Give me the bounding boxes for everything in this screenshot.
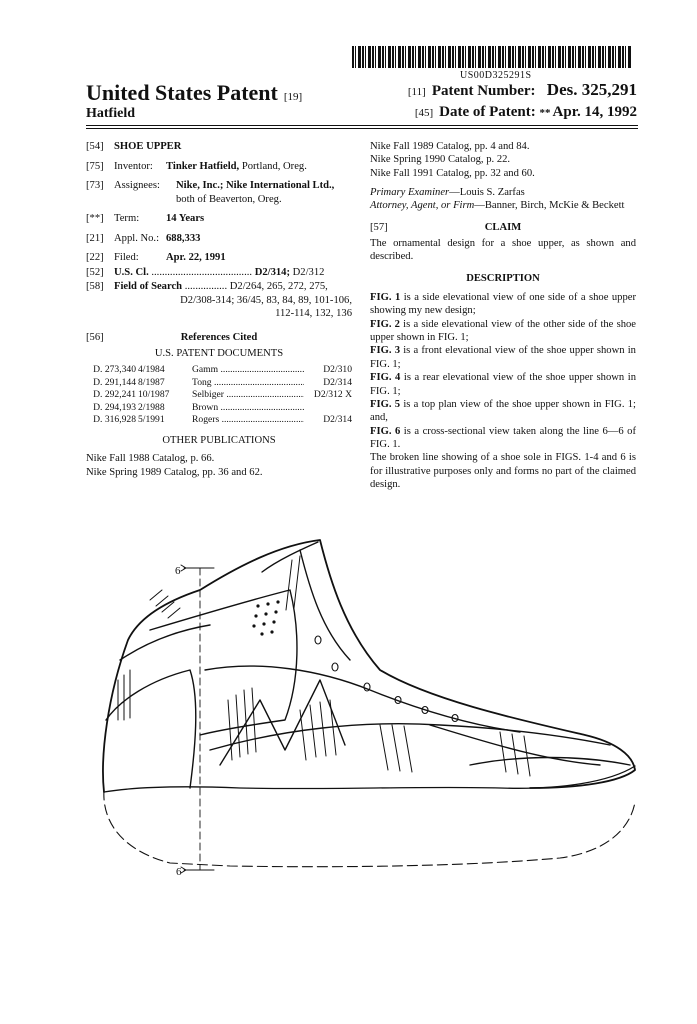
barcode — [352, 46, 632, 68]
reference-number: D. 294,193 — [93, 401, 136, 413]
collar-inner — [300, 550, 350, 660]
field-title: [54] SHOE UPPER — [86, 141, 182, 152]
figure-text: is a top plan view of the shoe upper shown in FIG. 1; and, — [370, 398, 636, 424]
reference-name: Selbiger ..... — [192, 389, 304, 401]
broken-line-note: The broken line showing of a shoe sole in FIGS. 1-4 and 6 is for illustrative purposes only and forms no part of the claimed design. — [370, 452, 636, 490]
reference-cls: D2/314 — [304, 414, 352, 426]
title-code: [19] — [283, 91, 303, 103]
figure-text: is a cross-sectional view taken along the line 6—6 of FIG. 1. — [370, 425, 636, 450]
toe-cap — [470, 758, 630, 766]
claim-heading: [57] CLAIM — [370, 221, 522, 233]
zig-zag-strap — [220, 680, 345, 765]
figure-label: FIG. 1 — [370, 292, 401, 304]
other-publications-heading: OTHER PUBLICATIONS — [162, 435, 276, 447]
patent-title: United States Patent [19] — [86, 80, 303, 105]
reference-date: 8/1987 — [138, 376, 165, 388]
reference-date: 5/1991 — [138, 413, 165, 425]
figure-label: FIG. 4 — [370, 372, 401, 384]
figure-description — [370, 371, 636, 398]
figure-description — [370, 318, 636, 345]
reference-name: Gamm ..... — [192, 364, 304, 376]
us-patent-documents — [86, 364, 352, 426]
figure-text: is a rear elevational view of the shoe upper shown in FIG. 1; — [370, 372, 636, 397]
field-term: [**] Term: 14 Years — [86, 213, 205, 225]
shoe-upper-drawing — [0, 520, 697, 900]
references-cited: [56] References Cited — [86, 332, 258, 344]
figure-description — [370, 291, 636, 318]
reference-number: D. 291,144 — [93, 376, 136, 388]
figure-description — [370, 398, 636, 425]
reference-name: Brown ..... — [192, 402, 304, 414]
reference-date: 4/1984 — [138, 364, 165, 376]
reference-row — [86, 364, 352, 376]
primary-examiner: Primary Examiner—Louis S. Zarfas — [370, 187, 525, 199]
reference-date: 10/1987 — [138, 389, 170, 401]
us-patent-documents-heading: U.S. PATENT DOCUMENTS — [154, 347, 284, 359]
date-of-patent-row: [45] Date of Patent: ** Apr. 14, 1992 — [414, 104, 637, 120]
reference-name: Tong ..... — [192, 377, 304, 389]
figure-text: is a side elevational view of the other side of the shoe upper shown in FIG. 1; — [370, 318, 636, 344]
inventor-surname: Hatfield — [86, 106, 135, 121]
reference-cls: D2/310 — [304, 364, 352, 376]
figure-text: is a front elevational view of the shoe upper shown in FIG. 1; — [370, 345, 636, 370]
other-publication: Nike Fall 1991 Catalog, pp. 32 and 60. — [370, 167, 535, 179]
section-label-bottom: 6 — [176, 866, 182, 878]
field-inventor: [75] Inventor: Tinker Hatfield, Portland, Oreg. — [86, 160, 307, 172]
other-publication: Nike Fall 1989 Catalog, pp. 4 and 84. — [370, 141, 530, 152]
reference-cls — [304, 402, 352, 414]
field-field-of-search: [58] Field of Search ................ D2/264, 265, 272, 275, D2/308-314; 36/45, 83, 84, 89, 101-106, 112-114, 132, 136 — [86, 281, 352, 320]
patent-date: Apr. 14, 1992 — [552, 104, 637, 120]
reference-name: Rogers ..... — [192, 414, 304, 426]
figure-label: FIG. 5 — [370, 398, 401, 410]
reference-row — [86, 414, 352, 426]
figure-description — [370, 344, 636, 371]
upper-outline — [103, 540, 635, 792]
left-column — [86, 140, 352, 480]
field-us-cl: [52] U.S. Cl. ...................................... D2/314; D2/312 — [86, 266, 325, 278]
figure-label: FIG. 6 — [370, 425, 401, 437]
attorney: Attorney, Agent, or Firm—Banner, Birch, McKie & Beckett — [370, 200, 625, 212]
description-heading: DESCRIPTION — [466, 272, 540, 284]
figure-description — [370, 425, 636, 452]
reference-row — [86, 377, 352, 389]
reference-cls: D2/314 — [304, 377, 352, 389]
claim-text: The ornamental design for a shoe upper, as shown and described. — [370, 238, 636, 263]
header-rule-thin — [86, 128, 638, 129]
shading-strokes — [118, 556, 530, 776]
right-column — [370, 140, 636, 491]
reference-number: D. 292,241 — [93, 389, 136, 401]
field-appl-no: [21] Appl. No.: 688,333 — [86, 232, 201, 244]
figure-label: FIG. 3 — [370, 345, 400, 357]
perforations — [252, 600, 279, 635]
reference-number: D. 273,340 — [93, 364, 136, 376]
section-line — [181, 565, 214, 873]
other-publication: Nike Spring 1989 Catalog, pp. 36 and 62. — [86, 466, 263, 478]
heel-counter — [106, 670, 196, 788]
other-publication: Nike Fall 1988 Catalog, p. 66. — [86, 453, 215, 464]
field-assignees: [73] Assignees: Nike, Inc.; Nike International Ltd., both of Beaverton, Oreg. — [86, 180, 335, 205]
reference-row — [86, 389, 352, 401]
field-filed: [22] Filed: Apr. 22, 1991 — [86, 252, 226, 264]
reference-number: D. 316,928 — [93, 413, 136, 425]
figure-text: is a side elevational view of one side of a shoe upper showing my new design; — [370, 292, 636, 317]
sole-outline — [104, 790, 635, 867]
reference-cls: D2/312 X — [304, 389, 352, 401]
section-label-top: 6 — [175, 565, 181, 577]
patent-number: Des. 325,291 — [546, 80, 637, 99]
figure-descriptions — [370, 291, 636, 451]
patent-number-row: [11] Patent Number: Des. 325,291 — [407, 80, 637, 99]
reference-date: 2/1988 — [138, 401, 165, 413]
other-publication: Nike Spring 1990 Catalog, p. 22. — [370, 154, 511, 166]
figure-label: FIG. 2 — [370, 318, 400, 330]
reference-row — [86, 402, 352, 414]
barcode-number: US00D325291S — [460, 70, 532, 81]
header-rule — [86, 125, 638, 126]
